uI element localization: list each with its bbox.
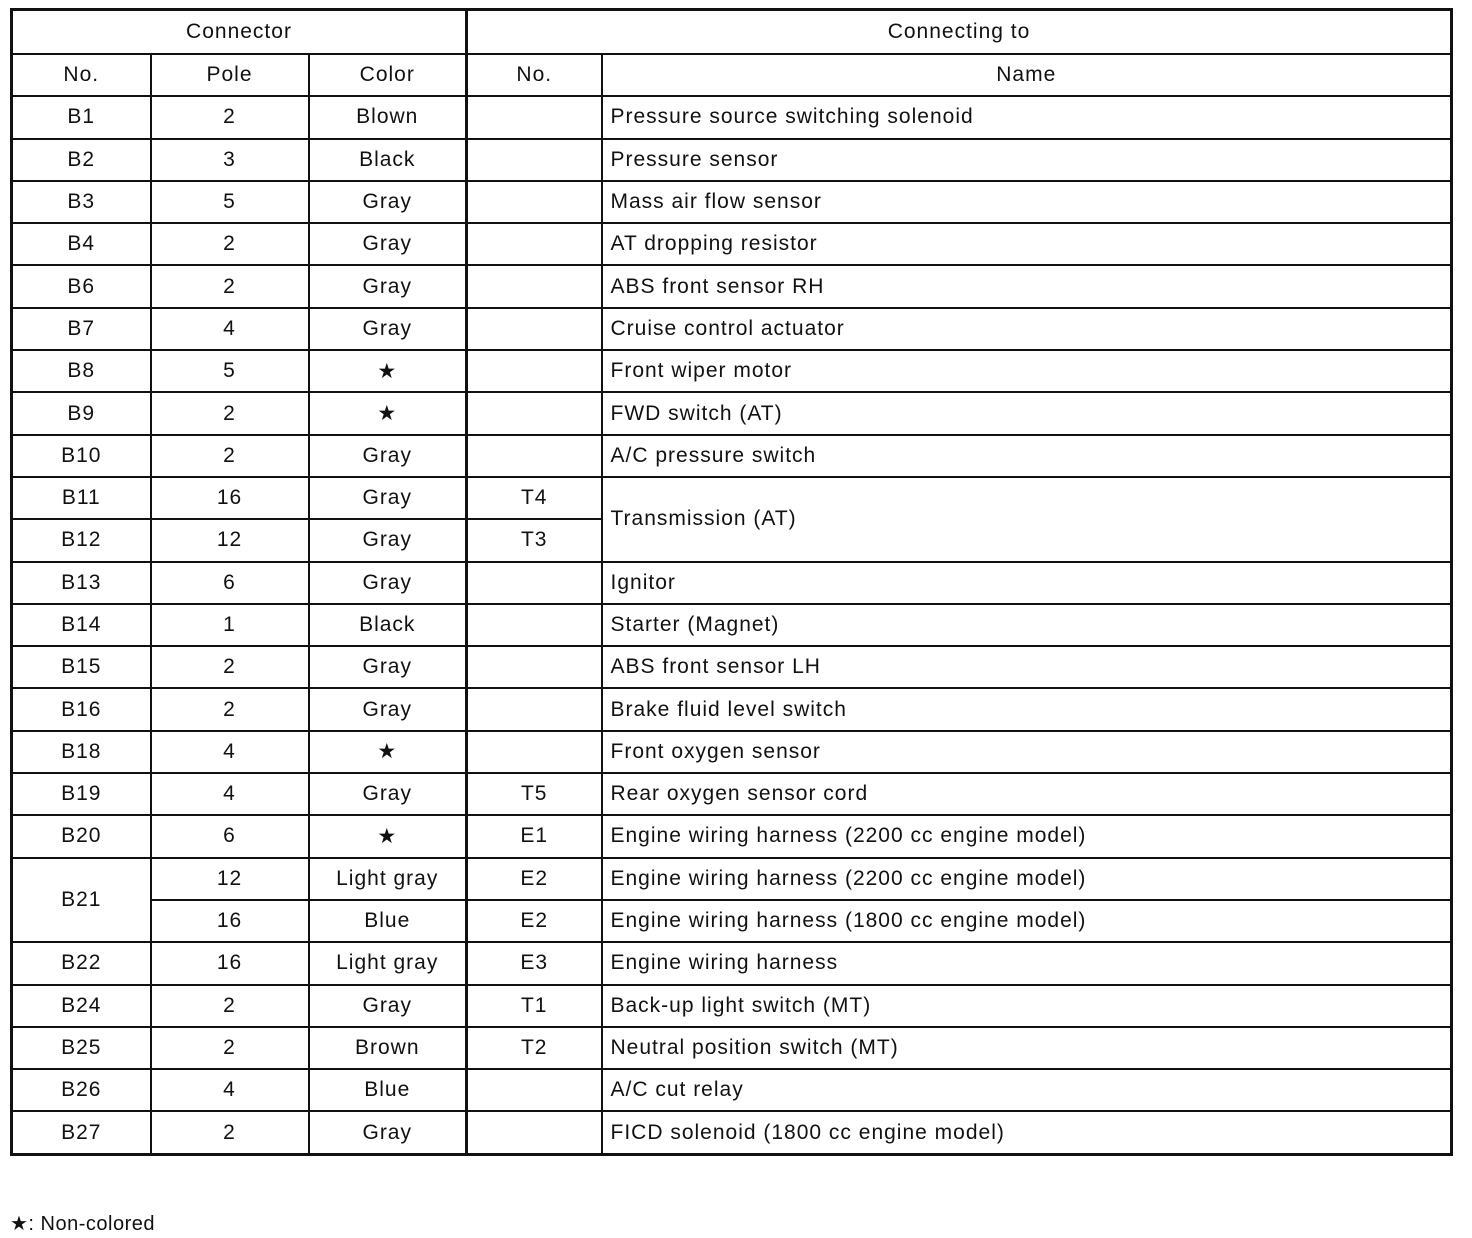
cell-pole: 4 [151, 773, 309, 815]
table-row [12, 1027, 1452, 1069]
cell-color: Gray [309, 646, 467, 688]
table-body [12, 96, 1452, 1154]
table-row [12, 181, 1452, 223]
table-row [12, 392, 1452, 434]
cell-no: B16 [12, 688, 151, 730]
cell-color: Gray [309, 265, 467, 307]
cell-no: B3 [12, 181, 151, 223]
cell-color: Gray [309, 435, 467, 477]
cell-pole: 4 [151, 308, 309, 350]
header-color: Color [309, 54, 467, 96]
cell-pole: 2 [151, 985, 309, 1027]
table-row [12, 477, 1452, 519]
cell-name: Pressure sensor [602, 139, 1452, 181]
cell-color: Gray [309, 1111, 467, 1154]
cell-name: Pressure source switching solenoid [602, 96, 1452, 138]
cell-no: B27 [12, 1111, 151, 1154]
cell-to-no: E2 [467, 858, 602, 900]
cell-color: Black [309, 139, 467, 181]
cell-to-no: T5 [467, 773, 602, 815]
table-row [12, 308, 1452, 350]
cell-color: Gray [309, 773, 467, 815]
table-row [12, 646, 1452, 688]
cell-to-no: T2 [467, 1027, 602, 1069]
cell-no: B18 [12, 731, 151, 773]
cell-no-merged: B21 [12, 858, 151, 943]
cell-no: B2 [12, 139, 151, 181]
cell-pole: 5 [151, 350, 309, 392]
cell-pole: 2 [151, 392, 309, 434]
cell-to-no [467, 392, 602, 434]
cell-pole: 2 [151, 1027, 309, 1069]
cell-no: B26 [12, 1069, 151, 1111]
table-row [12, 1069, 1452, 1111]
cell-no: B9 [12, 392, 151, 434]
cell-name: Back-up light switch (MT) [602, 985, 1452, 1027]
cell-color: Gray [309, 519, 467, 561]
cell-color-star: ★ [309, 392, 467, 434]
cell-pole: 16 [151, 942, 309, 984]
cell-color-star: ★ [309, 350, 467, 392]
cell-name: Mass air flow sensor [602, 181, 1452, 223]
cell-color: Black [309, 604, 467, 646]
footnote-non-colored: ★: Non-colored [10, 1213, 155, 1235]
table-row [12, 350, 1452, 392]
table-row [12, 731, 1452, 773]
table-row [12, 985, 1452, 1027]
cell-pole: 12 [151, 519, 309, 561]
cell-pole: 2 [151, 646, 309, 688]
cell-name: Cruise control actuator [602, 308, 1452, 350]
cell-to-no [467, 308, 602, 350]
table-row [12, 562, 1452, 604]
cell-name: FICD solenoid (1800 cc engine model) [602, 1111, 1452, 1154]
cell-color: Blue [309, 900, 467, 942]
cell-name: Rear oxygen sensor cord [602, 773, 1452, 815]
cell-to-no [467, 562, 602, 604]
cell-to-no [467, 350, 602, 392]
cell-to-no: E3 [467, 942, 602, 984]
cell-pole: 12 [151, 858, 309, 900]
cell-name: ABS front sensor RH [602, 265, 1452, 307]
cell-pole: 2 [151, 223, 309, 265]
cell-to-no [467, 223, 602, 265]
cell-to-no [467, 688, 602, 730]
cell-color: Blue [309, 1069, 467, 1111]
table-header [12, 10, 1452, 97]
table-row [12, 265, 1452, 307]
table-row [12, 435, 1452, 477]
cell-name: A/C cut relay [602, 1069, 1452, 1111]
header-connecting-to: Connecting to [467, 10, 1452, 55]
cell-to-no [467, 139, 602, 181]
cell-color-star: ★ [309, 731, 467, 773]
cell-name: Starter (Magnet) [602, 604, 1452, 646]
table-row [12, 139, 1452, 181]
cell-pole: 5 [151, 181, 309, 223]
header-to-no: No. [467, 54, 602, 96]
connector-table-sheet [10, 8, 1450, 1156]
cell-no: B1 [12, 96, 151, 138]
cell-pole: 16 [151, 477, 309, 519]
cell-no: B11 [12, 477, 151, 519]
cell-color: Gray [309, 985, 467, 1027]
header-name: Name [602, 54, 1452, 96]
cell-pole: 16 [151, 900, 309, 942]
cell-no: B20 [12, 815, 151, 857]
cell-pole: 4 [151, 1069, 309, 1111]
cell-no: B4 [12, 223, 151, 265]
cell-color: Light gray [309, 858, 467, 900]
cell-name: A/C pressure switch [602, 435, 1452, 477]
cell-name: ABS front sensor LH [602, 646, 1452, 688]
cell-to-no [467, 1069, 602, 1111]
header-no: No. [12, 54, 151, 96]
header-connector: Connector [12, 10, 467, 55]
cell-no: B13 [12, 562, 151, 604]
cell-no: B10 [12, 435, 151, 477]
cell-no: B15 [12, 646, 151, 688]
cell-color-star: ★ [309, 815, 467, 857]
cell-to-no: E2 [467, 900, 602, 942]
cell-color: Blown [309, 96, 467, 138]
cell-to-no [467, 1111, 602, 1154]
cell-no: B6 [12, 265, 151, 307]
cell-color: Light gray [309, 942, 467, 984]
cell-color: Gray [309, 308, 467, 350]
cell-to-no [467, 96, 602, 138]
cell-color: Gray [309, 477, 467, 519]
cell-no: B24 [12, 985, 151, 1027]
cell-color: Brown [309, 1027, 467, 1069]
cell-pole: 2 [151, 435, 309, 477]
cell-pole: 6 [151, 562, 309, 604]
cell-pole: 6 [151, 815, 309, 857]
cell-to-no: T4 [467, 477, 602, 519]
cell-to-no [467, 435, 602, 477]
cell-name: Front oxygen sensor [602, 731, 1452, 773]
cell-name: Brake fluid level switch [602, 688, 1452, 730]
cell-color: Gray [309, 688, 467, 730]
header-pole: Pole [151, 54, 309, 96]
cell-to-no: T1 [467, 985, 602, 1027]
cell-name: Neutral position switch (MT) [602, 1027, 1452, 1069]
cell-no: B25 [12, 1027, 151, 1069]
cell-to-no: E1 [467, 815, 602, 857]
cell-to-no [467, 181, 602, 223]
cell-to-no [467, 731, 602, 773]
cell-to-no [467, 604, 602, 646]
cell-pole: 2 [151, 1111, 309, 1154]
cell-color: Gray [309, 181, 467, 223]
cell-no: B19 [12, 773, 151, 815]
cell-to-no [467, 265, 602, 307]
cell-no: B8 [12, 350, 151, 392]
connector-table [10, 8, 1453, 1156]
table-row [12, 1111, 1452, 1154]
table-row [12, 773, 1452, 815]
table-row [12, 900, 1452, 942]
cell-name: FWD switch (AT) [602, 392, 1452, 434]
table-row [12, 96, 1452, 138]
cell-color: Gray [309, 223, 467, 265]
cell-name: Engine wiring harness (1800 cc engine model) [602, 900, 1452, 942]
header-column-row [12, 54, 1452, 96]
table-row [12, 942, 1452, 984]
cell-pole: 2 [151, 96, 309, 138]
table-row [12, 688, 1452, 730]
cell-to-no [467, 646, 602, 688]
table-row [12, 604, 1452, 646]
cell-name: Ignitor [602, 562, 1452, 604]
header-group-row [12, 10, 1452, 55]
cell-pole: 4 [151, 731, 309, 773]
cell-pole: 3 [151, 139, 309, 181]
cell-color: Gray [309, 562, 467, 604]
cell-pole: 2 [151, 265, 309, 307]
cell-name-merged: Transmission (AT) [602, 477, 1452, 562]
cell-no: B7 [12, 308, 151, 350]
cell-no: B12 [12, 519, 151, 561]
cell-no: B22 [12, 942, 151, 984]
cell-name: Engine wiring harness (2200 cc engine model) [602, 858, 1452, 900]
cell-name: Front wiper motor [602, 350, 1452, 392]
table-row [12, 858, 1452, 900]
cell-no: B14 [12, 604, 151, 646]
cell-name: AT dropping resistor [602, 223, 1452, 265]
table-row [12, 223, 1452, 265]
cell-name: Engine wiring harness (2200 cc engine model) [602, 815, 1452, 857]
cell-pole: 1 [151, 604, 309, 646]
cell-pole: 2 [151, 688, 309, 730]
table-row [12, 815, 1452, 857]
cell-name: Engine wiring harness [602, 942, 1452, 984]
cell-to-no: T3 [467, 519, 602, 561]
